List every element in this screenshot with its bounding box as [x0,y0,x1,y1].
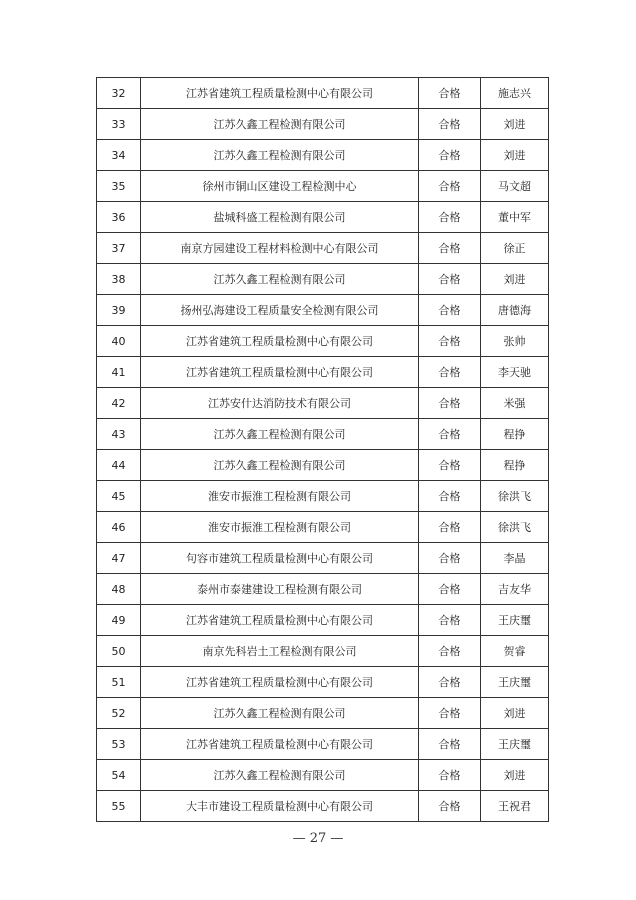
person-cell: 李晶 [481,543,549,574]
organization-cell: 句容市建筑工程质量检测中心有限公司 [141,543,419,574]
person-cell: 程挣 [481,450,549,481]
result-cell: 合格 [419,543,481,574]
table-row [97,388,549,419]
result-cell: 合格 [419,605,481,636]
row-number-cell: 37 [97,233,141,264]
result-cell: 合格 [419,760,481,791]
table-row [97,264,549,295]
row-number-cell: 46 [97,512,141,543]
row-number-cell: 51 [97,667,141,698]
organization-cell: 南京方园建设工程材料检测中心有限公司 [141,233,419,264]
row-number-cell: 41 [97,357,141,388]
result-cell: 合格 [419,450,481,481]
organization-cell: 大丰市建设工程质量检测中心有限公司 [141,791,419,822]
table-row [97,202,549,233]
table-row [97,171,549,202]
table-row [97,543,549,574]
row-number-cell: 50 [97,636,141,667]
organization-cell: 江苏省建筑工程质量检测中心有限公司 [141,605,419,636]
person-cell: 唐德海 [481,295,549,326]
organization-cell: 江苏久鑫工程检测有限公司 [141,419,419,450]
table-row [97,760,549,791]
result-cell: 合格 [419,574,481,605]
person-cell: 徐洪飞 [481,512,549,543]
row-number-cell: 33 [97,109,141,140]
person-cell: 刘进 [481,760,549,791]
table-row [97,698,549,729]
person-cell: 张帅 [481,326,549,357]
inspection-results-table [96,77,549,822]
row-number-cell: 45 [97,481,141,512]
table-row [97,481,549,512]
row-number-cell: 39 [97,295,141,326]
table-row [97,326,549,357]
person-cell: 刘进 [481,140,549,171]
table-row [97,512,549,543]
result-cell: 合格 [419,419,481,450]
person-cell: 刘进 [481,264,549,295]
organization-cell: 江苏久鑫工程检测有限公司 [141,264,419,295]
organization-cell: 江苏久鑫工程检测有限公司 [141,698,419,729]
row-number-cell: 44 [97,450,141,481]
table-row [97,357,549,388]
row-number-cell: 54 [97,760,141,791]
results-table-container [96,77,548,822]
person-cell: 刘进 [481,698,549,729]
organization-cell: 江苏省建筑工程质量检测中心有限公司 [141,78,419,109]
person-cell: 王庆璽 [481,729,549,760]
row-number-cell: 36 [97,202,141,233]
table-row [97,295,549,326]
row-number-cell: 55 [97,791,141,822]
row-number-cell: 42 [97,388,141,419]
row-number-cell: 52 [97,698,141,729]
table-row [97,729,549,760]
row-number-cell: 40 [97,326,141,357]
person-cell: 董中军 [481,202,549,233]
person-cell: 徐洪飞 [481,481,549,512]
organization-cell: 淮安市振淮工程检测有限公司 [141,512,419,543]
table-row [97,636,549,667]
table-row [97,140,549,171]
organization-cell: 江苏久鑫工程检测有限公司 [141,109,419,140]
person-cell: 王祝君 [481,791,549,822]
organization-cell: 扬州弘海建设工程质量安全检测有限公司 [141,295,419,326]
organization-cell: 江苏省建筑工程质量检测中心有限公司 [141,326,419,357]
person-cell: 刘进 [481,109,549,140]
result-cell: 合格 [419,791,481,822]
table-row [97,109,549,140]
result-cell: 合格 [419,388,481,419]
result-cell: 合格 [419,357,481,388]
row-number-cell: 48 [97,574,141,605]
person-cell: 程挣 [481,419,549,450]
person-cell: 马文超 [481,171,549,202]
table-row [97,450,549,481]
row-number-cell: 32 [97,78,141,109]
organization-cell: 江苏安什达消防技术有限公司 [141,388,419,419]
result-cell: 合格 [419,202,481,233]
person-cell: 王庆璽 [481,605,549,636]
table-row [97,791,549,822]
result-cell: 合格 [419,171,481,202]
organization-cell: 江苏省建筑工程质量检测中心有限公司 [141,667,419,698]
row-number-cell: 47 [97,543,141,574]
person-cell: 施志兴 [481,78,549,109]
person-cell: 吉友华 [481,574,549,605]
result-cell: 合格 [419,698,481,729]
result-cell: 合格 [419,667,481,698]
result-cell: 合格 [419,109,481,140]
row-number-cell: 35 [97,171,141,202]
person-cell: 徐正 [481,233,549,264]
person-cell: 王庆璽 [481,667,549,698]
result-cell: 合格 [419,233,481,264]
person-cell: 贺睿 [481,636,549,667]
organization-cell: 江苏省建筑工程质量检测中心有限公司 [141,357,419,388]
table-row [97,574,549,605]
row-number-cell: 49 [97,605,141,636]
organization-cell: 江苏久鑫工程检测有限公司 [141,760,419,791]
organization-cell: 盐城科盛工程检测有限公司 [141,202,419,233]
table-row [97,667,549,698]
table-row [97,78,549,109]
result-cell: 合格 [419,636,481,667]
person-cell: 李天驰 [481,357,549,388]
row-number-cell: 34 [97,140,141,171]
result-cell: 合格 [419,481,481,512]
row-number-cell: 53 [97,729,141,760]
organization-cell: 江苏久鑫工程检测有限公司 [141,140,419,171]
organization-cell: 江苏久鑫工程检测有限公司 [141,450,419,481]
result-cell: 合格 [419,295,481,326]
row-number-cell: 43 [97,419,141,450]
table-row [97,419,549,450]
table-row [97,233,549,264]
organization-cell: 南京先科岩土工程检测有限公司 [141,636,419,667]
row-number-cell: 38 [97,264,141,295]
result-cell: 合格 [419,78,481,109]
organization-cell: 徐州市铜山区建设工程检测中心 [141,171,419,202]
organization-cell: 江苏省建筑工程质量检测中心有限公司 [141,729,419,760]
result-cell: 合格 [419,326,481,357]
result-cell: 合格 [419,729,481,760]
result-cell: 合格 [419,264,481,295]
page-number: — 27 — [292,831,344,846]
organization-cell: 泰州市泰建建设工程检测有限公司 [141,574,419,605]
result-cell: 合格 [419,140,481,171]
table-body [97,78,549,822]
result-cell: 合格 [419,512,481,543]
organization-cell: 淮安市振淮工程检测有限公司 [141,481,419,512]
person-cell: 米强 [481,388,549,419]
table-row [97,605,549,636]
